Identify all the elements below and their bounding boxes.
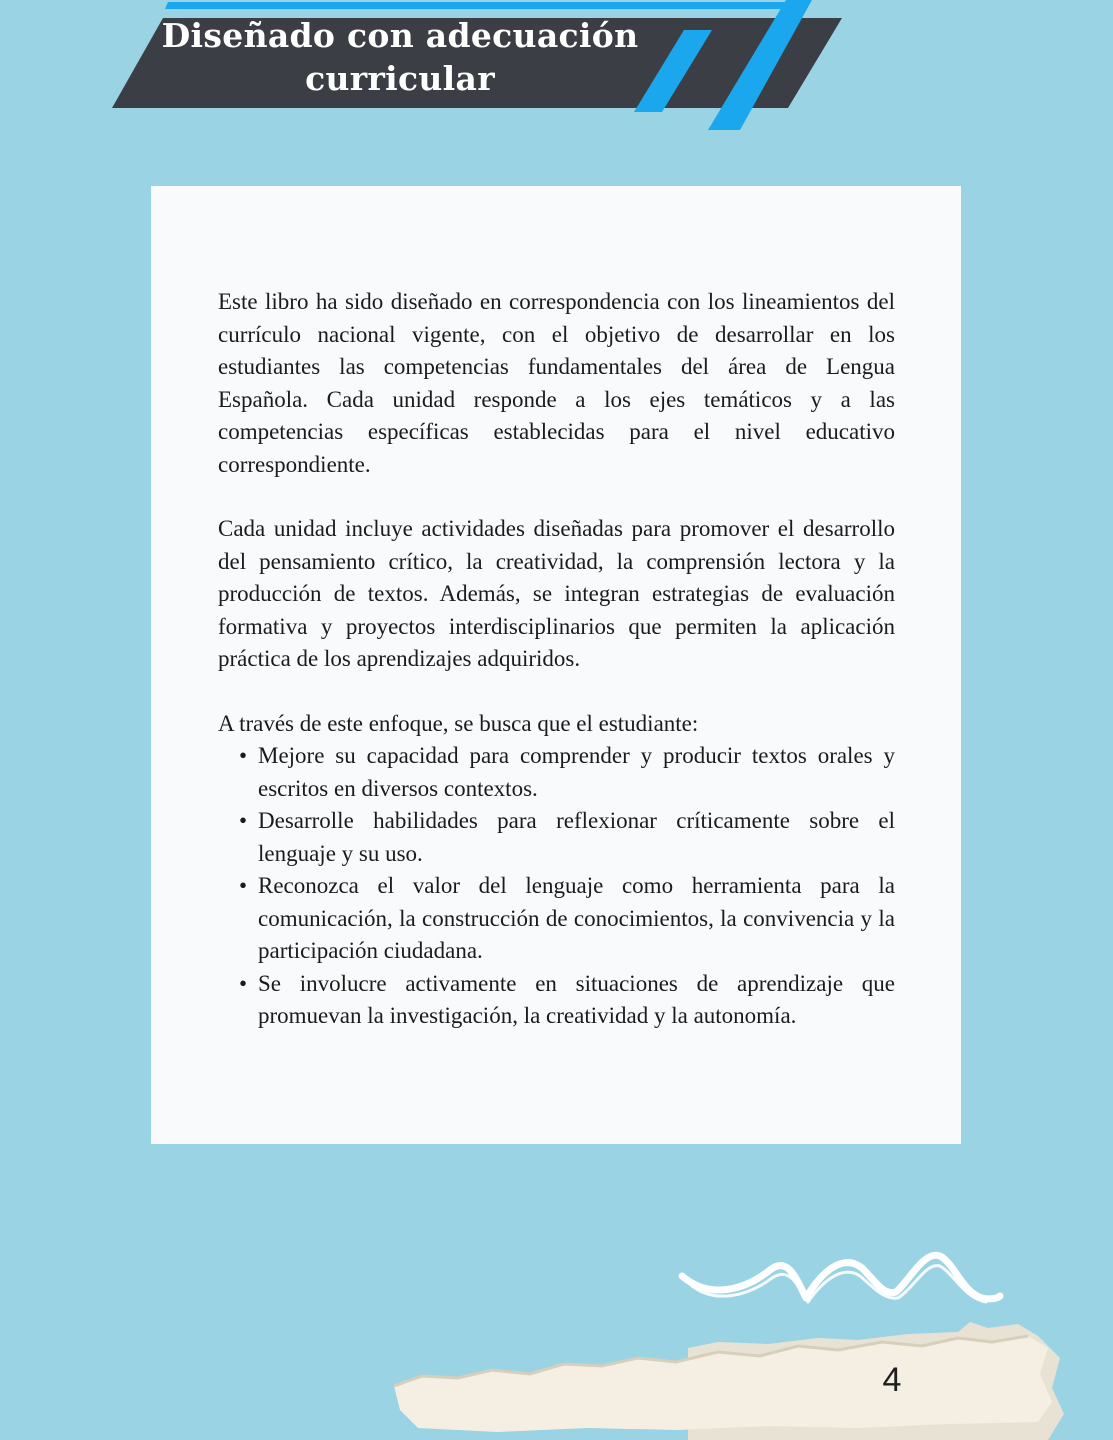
list-item: • Mejore su capacidad para comprender y producir textos orales y escritos en diversos contextos. <box>258 740 895 805</box>
wave-stroke-2 <box>692 1266 986 1302</box>
wave-decoration <box>670 1240 1010 1320</box>
page-title-line-1: Diseñado con adecuación <box>161 16 639 55</box>
list-item: • Desarrolle habilidades para reflexionar críticamente sobre el lenguaje y su uso. <box>258 805 895 870</box>
activities-paragraph: Cada unidad incluye actividades diseñadas para promover el desarrollo del pensamiento crítico, la creatividad, la comprensión lectora y la producción de textos. Además, se integran estrategias de evaluación formativa y proyectos interdisciplinarios que permiten la aplicación práctica de los aprendizajes adquiridos. <box>218 516 895 671</box>
list-item: • Se involucre activamente en situaciones de aprendizaje que promuevan la investigación, la creatividad y la autonomía. <box>258 968 895 1033</box>
content-card <box>151 186 961 1144</box>
page-number: 4 <box>882 1361 902 1399</box>
benefits-list <box>218 740 895 1033</box>
page-title-line-2: curricular <box>305 59 495 98</box>
banner-top-accent-stripe <box>165 2 792 9</box>
list-intro: A través de este enfoque, se busca que el estudiante: <box>218 710 699 736</box>
intro-paragraph: Este libro ha sido diseñado en correspondencia con los lineamientos del currículo nacional vigente, con el objetivo de desarrollar en los estudiantes las competencias fundamentales del área de Lengua Española. Cada unidad responde a los ejes temáticos y a las competencias específicas establecidas para el nivel educativo correspondiente. <box>218 289 895 477</box>
torn-paper-decoration <box>388 1318 1068 1440</box>
page-title <box>150 14 650 100</box>
list-item: • Reconozca el valor del lenguaje como herramienta para la comunicación, la construcción de conocimientos, la convivencia y la participación ciudadana. <box>258 870 895 968</box>
